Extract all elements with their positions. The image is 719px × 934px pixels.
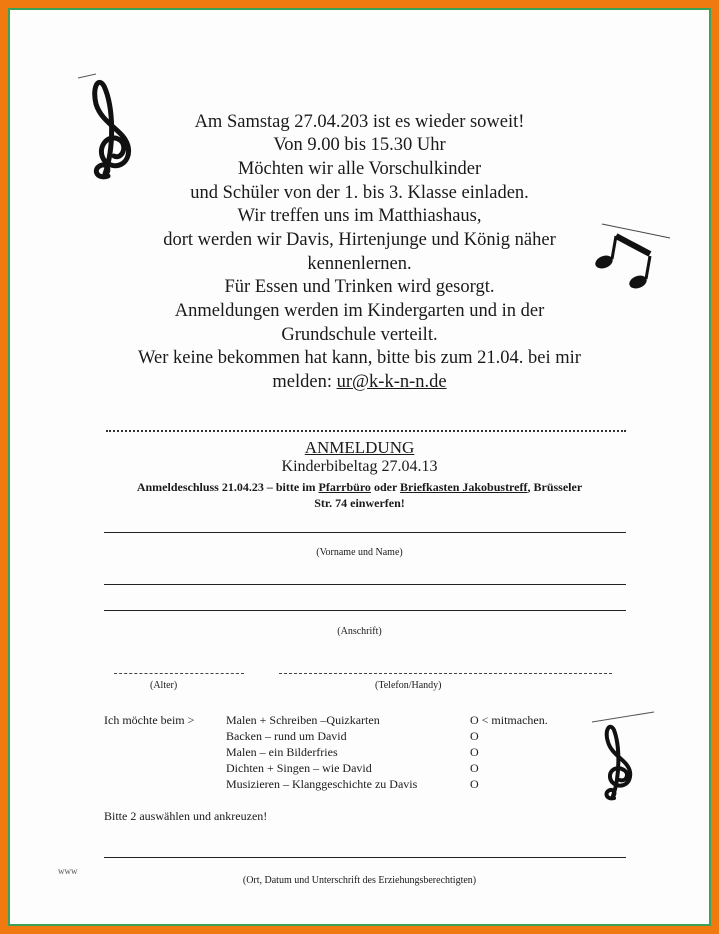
form-title: ANMELDUNG <box>304 438 415 457</box>
age-label: (Alter) <box>150 680 178 691</box>
option-checkbox[interactable]: O <box>470 777 479 791</box>
age-field[interactable] <box>114 673 244 674</box>
invitation-line: Für Essen und Trinken wird gesorgt. <box>224 277 495 297</box>
option-checkbox[interactable]: O <box>470 745 479 759</box>
treble-clef-icon <box>592 712 662 802</box>
signature-label: (Ort, Datum und Unterschrift des Erziehungsberechtigten) <box>242 875 477 886</box>
invitation-line: Wer keine bekommen hat kann, bitte bis zum 21.04. bei mir <box>138 348 581 368</box>
invitation-contact-line <box>0 371 719 395</box>
contact-prefix: melden: <box>272 372 337 392</box>
invitation-line: dort werden wir Davis, Hirtenjunge und König näher <box>163 230 556 250</box>
email-link[interactable]: ur@k-k-n-n.de <box>336 372 447 392</box>
pfarrbuero-text: Pfarrbüro <box>318 480 371 494</box>
invitation-line: Wir treffen uns im Matthiashaus, <box>237 206 482 226</box>
option-label: Malen + Schreiben –Quizkarten <box>226 713 380 727</box>
phone-field[interactable] <box>279 673 612 674</box>
address-field[interactable] <box>104 584 626 585</box>
invitation-line: Möchten wir alle Vorschulkinder <box>237 159 482 179</box>
deadline-prefix: Anmeldeschluss 21.04.23 – bitte im <box>136 480 319 494</box>
invitation-line: und Schüler von der 1. bis 3. Klasse einladen. <box>190 183 529 203</box>
address-field-2[interactable] <box>104 610 626 611</box>
invitation-line: Am Samstag 27.04.203 ist es wieder soweit! <box>194 112 525 132</box>
deadline-suffix: , Brüsseler <box>527 480 583 494</box>
invitation-line: Von 9.00 bis 15.30 Uhr <box>273 135 446 155</box>
option-checkbox[interactable]: O <box>470 729 479 743</box>
option-label: Musizieren – Klanggeschichte zu Davis <box>226 777 418 791</box>
option-label: Malen – ein Bilderfries <box>226 745 338 759</box>
option-label: Backen – rund um David <box>226 729 347 743</box>
instruction-text: Bitte 2 auswählen und ankreuzen! <box>104 809 268 823</box>
address-label: (Anschrift) <box>337 626 382 637</box>
cut-line <box>106 430 626 432</box>
name-field[interactable] <box>104 532 626 533</box>
deadline-mid: oder <box>370 480 401 494</box>
invitation-line: kennenlernen. <box>307 254 412 274</box>
invitation-line: Anmeldungen werden im Kindergarten und in der <box>174 301 545 321</box>
deadline-line <box>0 480 719 495</box>
deadline-line-2: Str. 74 einwerfen! <box>314 496 405 510</box>
invitation-line: Grundschule verteilt. <box>281 325 438 345</box>
corner-mark: www <box>58 866 78 876</box>
form-subtitle: Kinderbibeltag 27.04.13 <box>281 458 438 475</box>
option-checkbox[interactable]: O <box>470 761 479 775</box>
name-label: (Vorname und Name) <box>316 547 403 558</box>
briefkasten-text: Briefkasten Jakobustreff <box>400 480 528 494</box>
signature-field[interactable] <box>104 857 626 858</box>
phone-label: (Telefon/Handy) <box>375 680 442 691</box>
choice-intro: Ich möchte beim > <box>104 713 195 727</box>
option-checkbox[interactable]: O < mitmachen. <box>470 713 548 727</box>
option-label: Dichten + Singen – wie David <box>226 761 372 775</box>
